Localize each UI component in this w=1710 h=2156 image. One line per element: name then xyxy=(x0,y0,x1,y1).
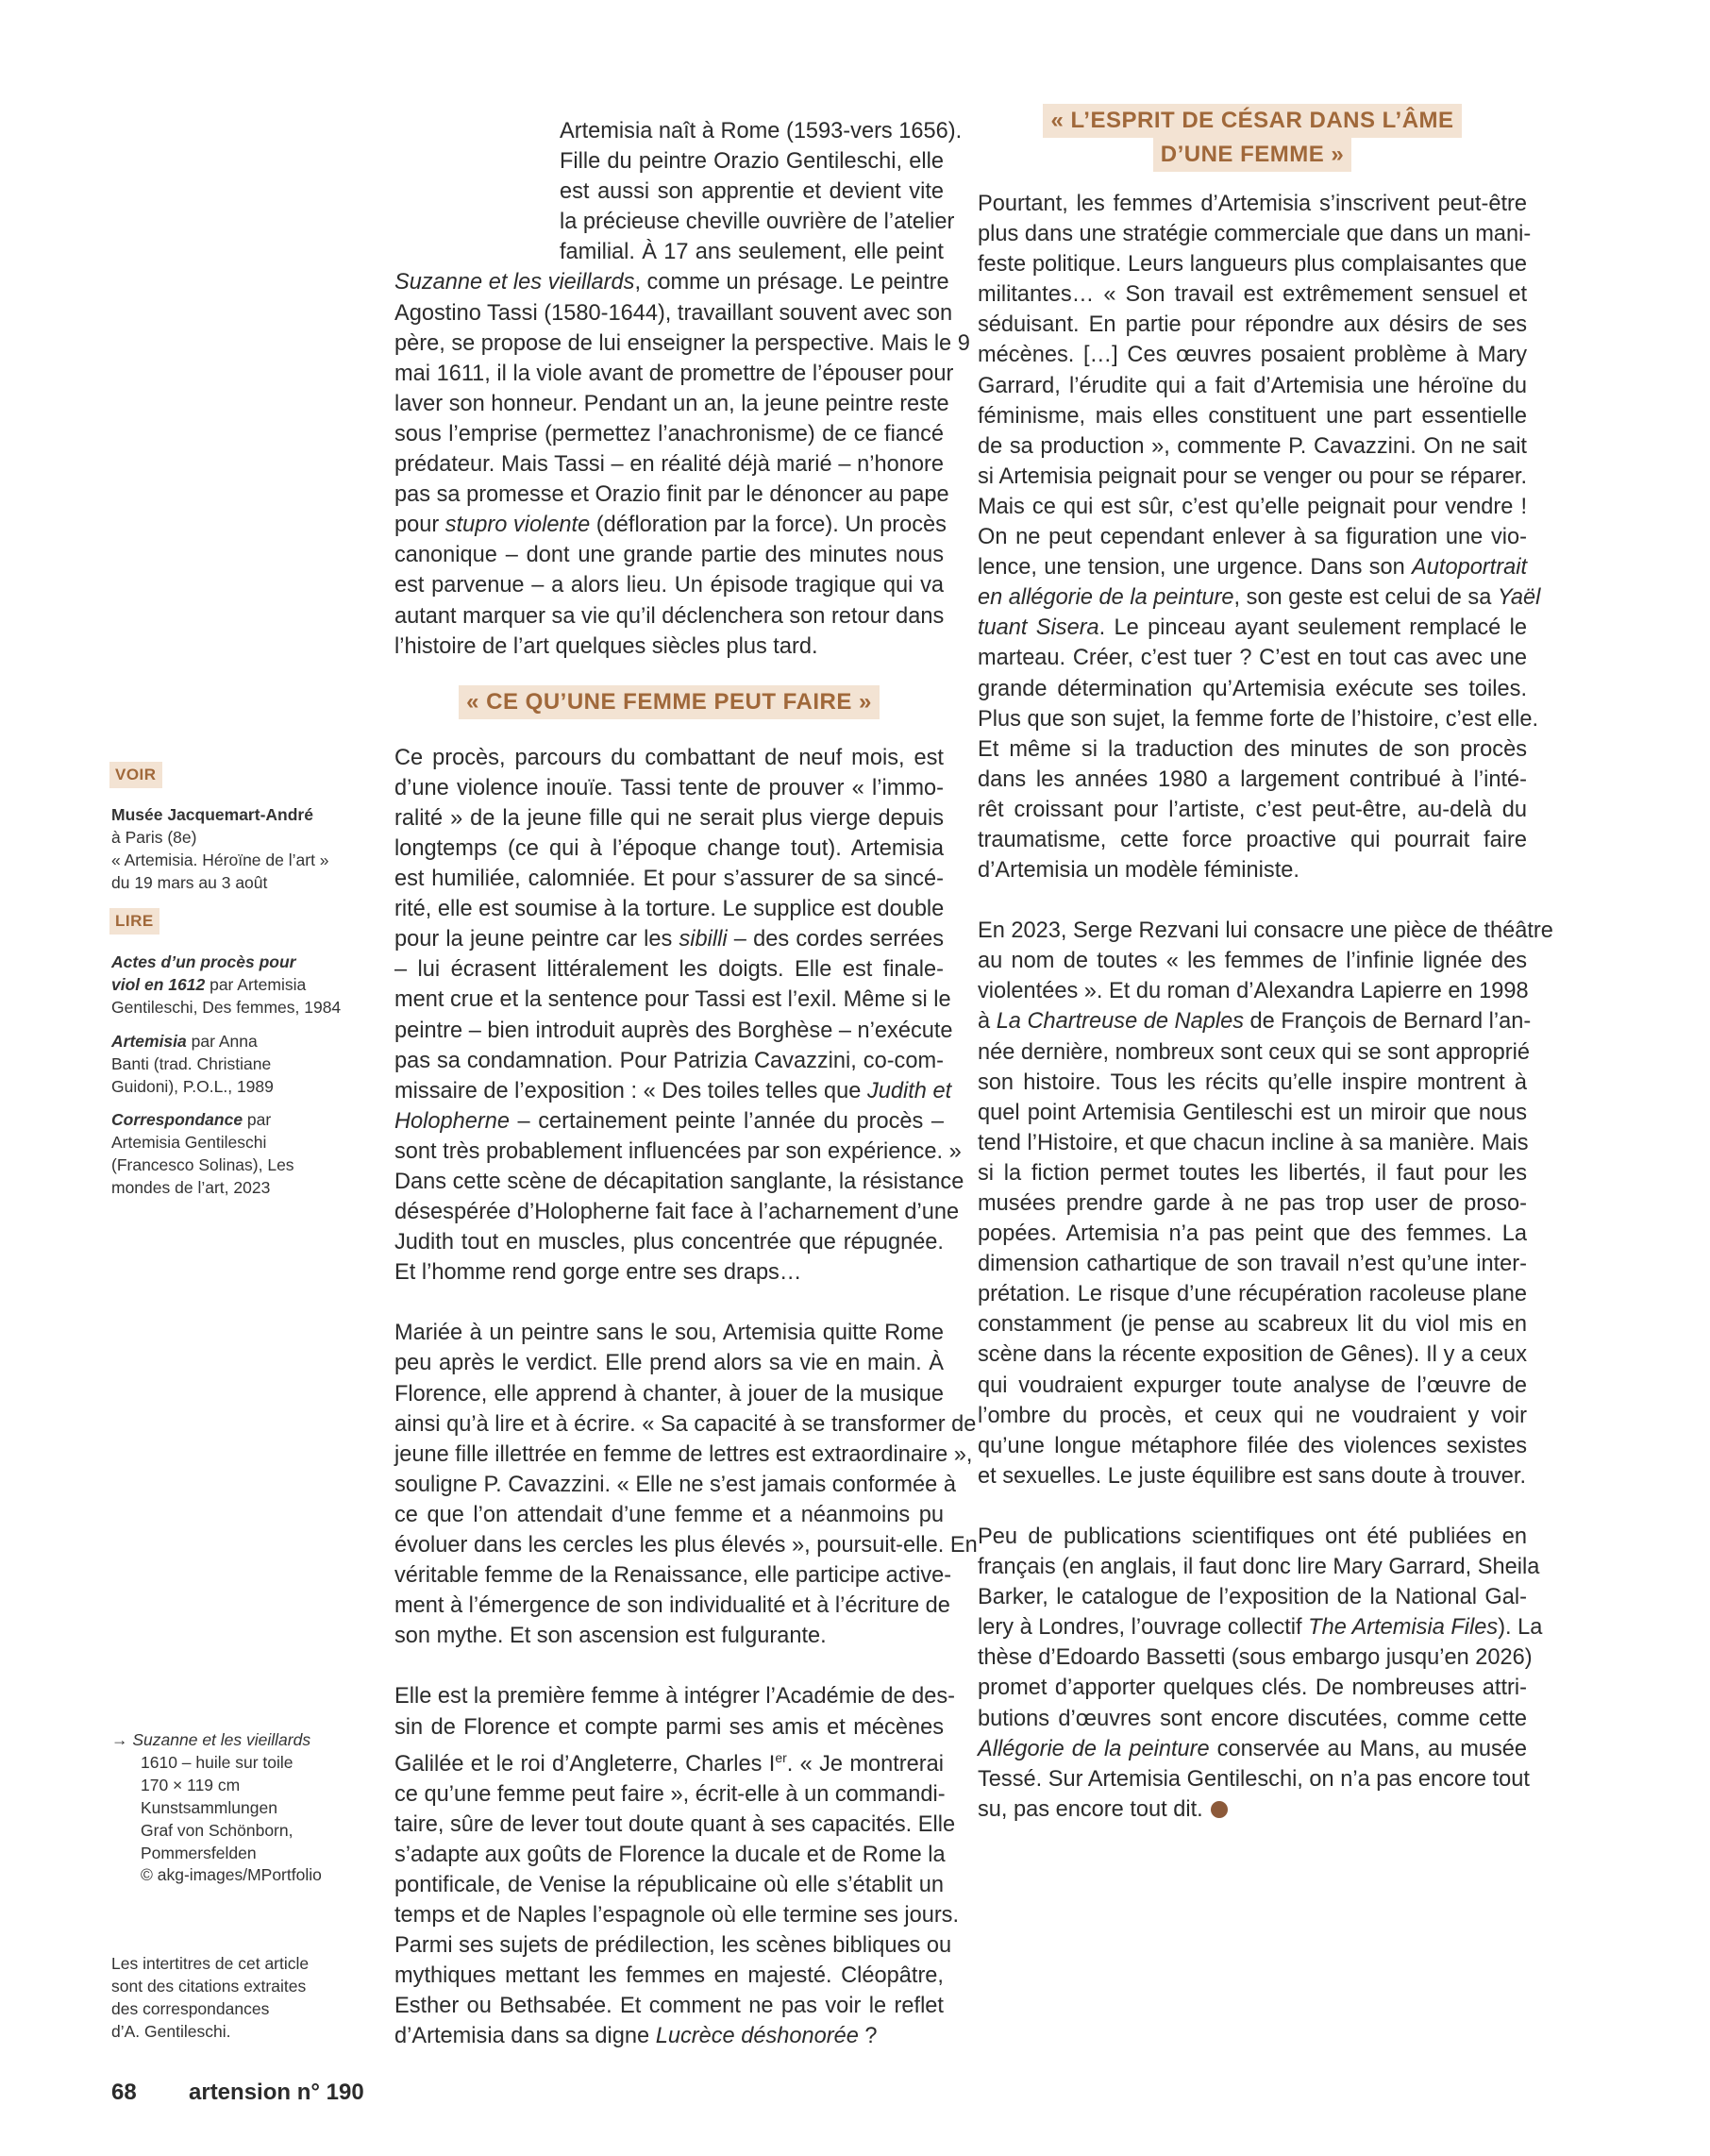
paragraph: Pourtant, les femmes d’Artemisia s’inscrivent peut-être plus dans une stratégie commerciale que dans un mani- feste politique. Leurs langueurs plus complaisantes que militantes… « Son travail est extrêmement sensuel et séduisant. En partie pour répondre aux désirs de ses mécènes. […] Ces œuvres posaient problème à Mary Garrard, l’érudite qui a fait d’Artemisia une héroïne du féminisme, mais elles constituent une part essentielle de sa production », commente P. Cavazzini. On ne sait si Artemisia peignait pour se venger ou pour se réparer. Mais ce qui est sûr, c’est qu’elle peignait pour vendre ! On ne peut cependant enlever à sa figuration une vio- lence, une tension, une urgence. Dans son Autoportrait en allégorie de la peinture, son geste est celui de sa Yaël tuant Sisera. Le pinceau ayant seulement remplacé le marteau. Créer, c’est tuer ? C’est en tout cas avec une grande détermination qu’Artemisia exécute ses toiles. Plus que son sujet, la femme forte de l’histoire, c’est elle. Et même si la traduction des minutes de son procès dans les années 1980 a largement contribué à l’inté- rêt croissant pour l’artiste, c’est peut-être, au-delà du traumatisme, cette force proactive qui pourrait faire d’Artemisia un modèle féministe. xyxy=(978,192,1541,884)
intertitles-note: Les intertitres de cet article sont des citations extraites des correspondances d’A. Gentileschi. xyxy=(111,1954,310,2041)
image-caption: → Suzanne et les vieillards 1610 – huile sur toile 170 × 119 cm Kunstsammlungen Graf von Schönborn, Pommersfelden © akg-images/MPortfolio xyxy=(111,1730,322,1885)
museum-location: à Paris (8e) xyxy=(111,827,197,847)
book-item: Correspondance par Artemisia Gentileschi (Francesco Solinas), Les mondes de l’art, 2023 xyxy=(111,1110,294,1198)
paragraph: En 2023, Serge Rezvani lui consacre une pièce de théâtre au nom de toutes « les femmes de l’infinie lignée des violentées ». Et du roman d’Alexandra Lapierre en 1998 à La Chartreuse de Naples de François de Bernard l’an- née dernière, nombreux sont ceux qui se sont approprié son histoire. Tous les récits qu’elle inspire montrent à quel point Artemisia Gentileschi est un miroir que nous tend l’Histoire, et que chacun incline à sa manière. Mais si la fiction permet toutes les libertés, il faut pour les musées prendre garde à ne pas trop user de proso- popées. Artemisia n’a pas peint que des femmes. La dimension cathartique de son travail n’est qu’une inter- prétation. Le risque d’une récupération racoleuse plane constamment (je pense au scabreux lit du viol mis en scène dans la récente exposition de Gênes). Il y a ceux qui voudraient expurger toute analyse de l’œuvre de l’ombre du procès, et ceux qui ne voudraient y voir qu’une longue métaphore filée des violences sexistes et sexuelles. Le juste équilibre est sans doute à trouver. xyxy=(978,918,1553,1489)
article-column-2 xyxy=(978,104,1553,1825)
page-number: 68 xyxy=(111,2080,137,2105)
reading-list xyxy=(111,952,366,1200)
end-of-article-icon xyxy=(1211,1801,1228,1818)
section-heading: « L’ESPRIT DE CÉSAR DANS L’ÂME D’UNE FEMME » xyxy=(978,104,1527,172)
intro-paragraph: Artemisia naît à Rome (1593-vers 1656). Fille du peintre Orazio Gentileschi, elle est aussi son apprentie et devient vite la précieuse cheville ouvrière de l’atelier familial. À 17 ans seulement, elle peint xyxy=(560,119,963,265)
lire-label: LIRE xyxy=(109,908,159,935)
article-column-1 xyxy=(394,116,978,2051)
arrow-icon: → xyxy=(111,1730,128,1749)
paragraph: Ce procès, parcours du combattant de neuf mois, est d’une violence inouïe. Tassi tente de prouver « l’immo- ralité » de la jeune fille qui ne serait plus vierge depuis longtemps (ce qui à l’époque change tout). Artemisia est humiliée, calomniée. Et pour s’assurer de sa sincé- rité, elle est soumise à la torture. Le supplice est double pour la jeune peintre car les sibilli – des cordes serrées – lui écrasent littéralement les doigts. Elle est finale- ment crue et la sentence pour Tassi est l’exil. Même si le peintre – bien introduit auprès des Borghèse – n’exécute pas sa condamnation. Pour Patrizia Cavazzini, co-com- missaire de l’exposition : « Des toiles telles que Judith et Holopherne – certainement peinte l’année du procès – sont très probablement influencées par son expérience. » Dans cette scène de décapitation sanglante, la résistance désespérée d’Holopherne fait face à l’acharnement d’une Judith tout en muscles, plus concentrée que répugnée. Et l’homme rend gorge entre ses draps… xyxy=(394,745,964,1286)
paragraph: Mariée à un peintre sans le sou, Artemisia quitte Rome peu après le verdict. Elle prend alors sa vie en main. À Florence, elle apprend à chanter, à jouer de la musique ainsi qu’à lire et à écrire. « Sa capacité à se transformer de jeune fille illettrée en femme de lettres est extraordinaire », souligne P. Cavazzini. « Elle ne s’est jamais conformée à ce que l’on attendait d’une femme et a néanmoins pu évoluer dans les cercles les plus élevés », poursuit-elle. En véritable femme de la Renaissance, elle participe active- ment à l’émergence de son individualité et à l’écriture de son mythe. Et son ascension est fulgurante. xyxy=(394,1321,978,1649)
exhibition-dates: du 19 mars au 3 août xyxy=(111,872,268,892)
book-item: Actes d’un procès pour viol en 1612 par Artemisia Gentileschi, Des femmes, 1984 xyxy=(111,952,342,1017)
paragraph: Peu de publications scientifiques ont été publiées en français (en anglais, il faut donc lire Mary Garrard, Sheila Barker, le catalogue de l’exposition de la National Gal- lery à Londres, l’ouvrage collectif The Artemisia Files). La thèse d’Edoardo Bassetti (sous embargo jusqu’en 2026) promet d’apporter quelques clés. De nombreuses attri- butions d’œuvres sont encore discutées, comme cette Allégorie de la peinture conservée au Mans, au musée Tessé. Sur Artemisia Gentileschi, on n’a pas encore tout su, pas encore tout dit. xyxy=(978,1524,1543,1822)
section-heading: « CE QU’UNE FEMME PEUT FAIRE » xyxy=(459,685,880,719)
caption-title: Suzanne et les vieillards xyxy=(132,1730,311,1749)
paragraph: Elle est la première femme à intégrer l’Académie de des- sin de Florence et compte parmi ses amis et mécènes Galilée et le roi d’Angleterre, Charles Ier. « Je montrerai ce qu’une femme peut faire », écrit-elle à un commandi- taire, sûre de lever tout doute quant à ses capacités. Elle s’adapte aux goûts de Florence la ducale et de Rome la pontificale, de Venise la républicaine où elle s’établit un temps et de Naples l’espagnole où elle termine ses jours. Parmi ses sujets de prédilection, les scènes bibliques ou mythiques mettant les femmes en majesté. Cléopâtre, Esther ou Bethsabée. Et comment ne pas voir le reflet d’Artemisia dans sa digne Lucrèce déshonorée ? xyxy=(394,1684,960,2049)
museum-info xyxy=(111,804,357,895)
book-item: Artemisia par Anna Banti (trad. Christiane Guidoni), P.O.L., 1989 xyxy=(111,1031,274,1096)
paragraph: Suzanne et les vieillards, comme un présage. Le peintre Agostino Tassi (1580-1644), travaillant souvent avec son père, se propose de lui enseigner la perspective. Mais le 9 mai 1611, il la viole avant de promettre de l’épouser pour laver son honneur. Pendant un an, la jeune peintre reste sous l’emprise (permettez l’anachronisme) de ce fiancé prédateur. Mais Tassi – en réalité déjà marié – n’honore pas sa promesse et Orazio finit par le dénoncer au pape pour stupro violente (défloration par la force). Un procès canonique – dont une grande partie des minutes nous est parvenue – a alors lieu. Un épisode tragique qui va autant marquer sa vie qu’il déclenchera son retour dans l’histoire de l’art quelques siècles plus tard. xyxy=(394,270,970,659)
museum-name: Musée Jacquemart-André xyxy=(111,805,313,824)
exhibition-title: « Artemisia. Héroïne de l’art » xyxy=(111,850,329,869)
voir-label: VOIR xyxy=(109,762,162,788)
magazine-name: artension n° 190 xyxy=(189,2080,364,2105)
